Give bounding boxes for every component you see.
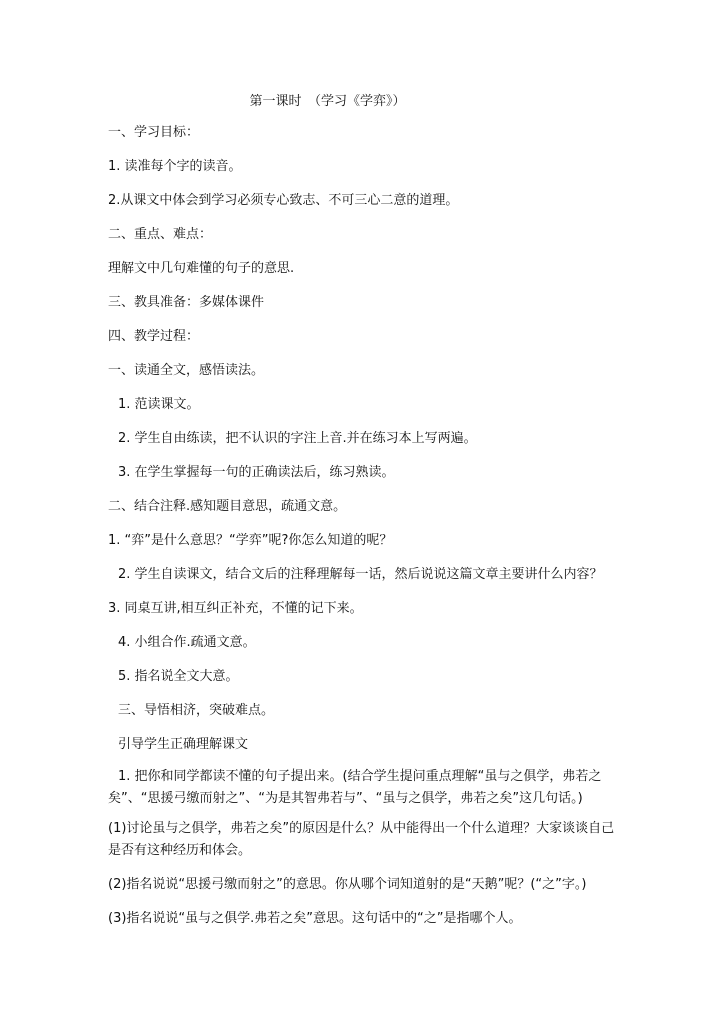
step-2-item-4: 4. 小组合作.疏通文意。 <box>118 635 256 650</box>
objective-item-1: 1. 读准每个字的读音。 <box>108 159 242 174</box>
step-3-heading: 三、导悟相济，突破难点。 <box>118 703 275 718</box>
discussion-item-3: (3)指名说说“虽与之俱学.弗若之矣”意思。这句话中的“之”是指哪个人。 <box>108 911 522 926</box>
step-2-item-5: 5. 指名说全文大意。 <box>118 669 239 684</box>
section-materials: 三、教具准备：多媒体课件 <box>108 295 265 310</box>
step-3-item-1: 1. 把你和同学都读不懂的句子提出来。(结合学生提问重点理解“虽与之俱学，弗若之矣”、“思援弓缴而射之”、“为是其智弗若与”、“虽与之俱学，弗若之矣”这几句话。) <box>108 769 602 806</box>
keypoints-text: 理解文中几句难懂的句子的意思. <box>108 261 295 276</box>
step-1-item-1: 1. 范读课文。 <box>118 397 200 412</box>
objective-item-2: 2.从课文中体会到学习必须专心致志、不可三心二意的道理。 <box>108 193 459 208</box>
step-1-item-3: 3. 在学生掌握每一句的正确读法后，练习熟读。 <box>118 465 395 480</box>
step-1-heading: 一、读通全文，感悟读法。 <box>108 363 265 378</box>
section-objectives-heading: 一、学习目标： <box>108 125 200 140</box>
step-2-item-2: 2. 学生自读课文，结合文后的注释理解每一话，然后说说这篇文章主要讲什么内容？ <box>118 567 603 582</box>
discussion-item-2: (2)指名说说“思援弓缴而射之”的意思。你从哪个词知道射的是“天鹅”呢？(“之”字。) <box>108 877 587 892</box>
discussion-item-1: (1)讨论虽与之俱学，弗若之矣”的原因是什么？从中能得出一个什么道理？大家谈谈自己是否有这种经历和体会。 <box>108 821 615 858</box>
step-2-item-1: 1. “弈”是什么意思？“学弈”呢?你怎么知道的呢？ <box>108 533 393 548</box>
page-title: 第一课时 （学习《学弈》） <box>249 94 406 109</box>
step-2-heading: 二、结合注释.感知题目意思，疏通文意。 <box>108 499 347 514</box>
step-3-intro: 引导学生正确理解课文 <box>118 737 249 752</box>
step-1-item-2: 2. 学生自由练读，把不认识的字注上音.并在练习本上写两遍。 <box>118 431 477 446</box>
section-process-heading: 四、教学过程： <box>108 329 200 344</box>
section-keypoints-heading: 二、重点、难点： <box>108 227 213 242</box>
step-2-item-3: 3. 同桌互讲,相互纠正补充，不懂的记下来。 <box>108 601 363 616</box>
